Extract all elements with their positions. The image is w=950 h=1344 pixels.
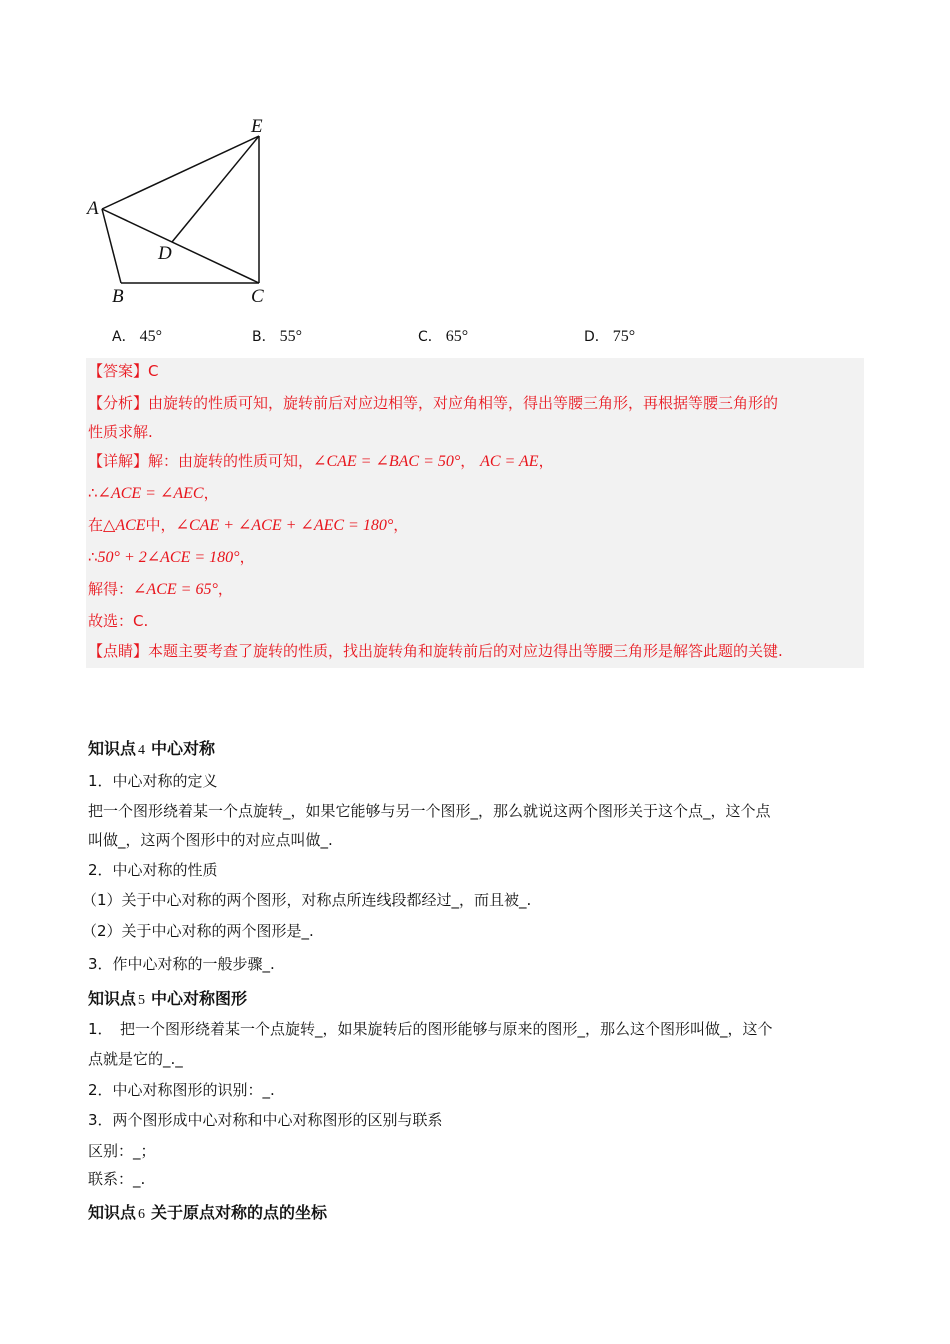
kp5-relation: 联系：_. [88, 1170, 146, 1188]
therefore-line-2: ∴50° + 2∠ACE = 180°， [88, 548, 255, 566]
kp5-item3: 3．两个图形成中心对称和中心对称图形的区别与联系 [88, 1111, 443, 1129]
solve-line: 解得：∠ACE = 65°， [88, 580, 233, 598]
option-c: C． 65° [418, 328, 469, 345]
kp4-item2: 2．中心对称的性质 [88, 861, 218, 879]
comment-line: 【点睛】本题主要考查了旋转的性质，找出旋转角和旋转前后的对应边得出等腰三角形是解答此题的关键. [88, 642, 783, 660]
kp4-heading: 知识点 4 中心对称 [88, 739, 216, 758]
option-b: B． 55° [252, 328, 303, 345]
choice-options [112, 326, 872, 348]
label-A: A [87, 198, 99, 219]
segment-DE [172, 136, 259, 242]
segment-AC [102, 209, 259, 283]
geometry-figure [80, 110, 280, 310]
detail-line-1: 【详解】解：由旋转的性质可知，∠CAE = ∠BAC = 50°， AC = AE， [88, 452, 554, 470]
kp5-item1-text1: 1． 把一个图形绕着某一个点旋转_，如果旋转后的图形能够与原来的图形_，那么这个图形叫做_，这个 [88, 1020, 773, 1038]
option-d: D． 75° [584, 328, 636, 345]
triangle-sum-line: 在△ACE中，∠CAE + ∠ACE + ∠AEC = 180°， [88, 516, 409, 534]
figure-svg [80, 110, 280, 310]
analysis-line-1: 【分析】由旋转的性质可知，旋转前后对应边相等，对应角相等，得出等腰三角形，再根据等腰三角形的 [88, 394, 779, 412]
kp6-heading: 知识点 6 关于原点对称的点的坐标 [88, 1203, 328, 1222]
label-B: B [112, 286, 124, 307]
label-D: D [158, 243, 172, 264]
answer-line: 【答案】C [88, 362, 159, 380]
kp4-item1-text2: 叫做_，这两个图形中的对应点叫做_. [88, 831, 333, 849]
kp5-diff: 区别：_； [88, 1142, 156, 1160]
label-E: E [251, 116, 263, 137]
choice-line: 故选：C. [88, 612, 149, 630]
kp4-item1: 1．中心对称的定义 [88, 772, 218, 790]
kp4-item3: 3．作中心对称的一般步骤_. [88, 955, 275, 973]
kp4-item1-text1: 把一个图形绕着某一个点旋转_，如果它能够与另一个图形_，那么就说这两个图形关于这个点_，这个点 [88, 802, 771, 820]
kp4-item2-p1: （1）关于中心对称的两个图形，对称点所连线段都经过_，而且被_. [82, 891, 532, 909]
segment-AB [102, 209, 121, 283]
kp5-heading: 知识点 5 中心对称图形 [88, 989, 248, 1008]
option-a: A． 45° [112, 328, 162, 345]
label-C: C [251, 286, 264, 307]
kp5-item2: 2．中心对称图形的识别：_. [88, 1081, 275, 1099]
segment-AE [102, 136, 259, 209]
therefore-line-1: ∴∠ACE = ∠AEC， [88, 484, 219, 502]
analysis-line-2: 性质求解. [88, 423, 153, 441]
kp5-item1-text2: 点就是它的_._ [88, 1050, 183, 1068]
kp4-item2-p2: （2）关于中心对称的两个图形是_. [82, 922, 314, 940]
